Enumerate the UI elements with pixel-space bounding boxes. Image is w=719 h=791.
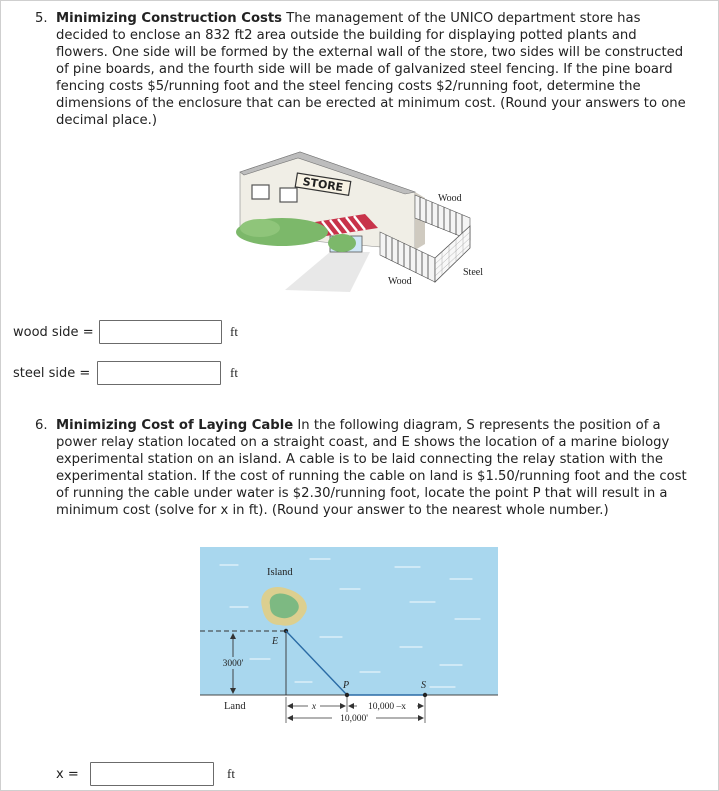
problem-title: Minimizing Cost of Laying Cable: [56, 418, 294, 433]
problem-title: Minimizing Construction Costs: [56, 11, 283, 26]
x-label: x =: [56, 766, 79, 782]
wood-side-input[interactable]: [99, 320, 222, 344]
label-E: E: [272, 636, 279, 647]
point-P: [345, 693, 349, 697]
window-left: [252, 185, 269, 199]
label-P: P: [343, 680, 350, 691]
island-label: Island: [267, 567, 293, 578]
steel-side-input[interactable]: [97, 361, 221, 385]
problem-6: [35, 417, 690, 519]
problem-number: 5.: [35, 11, 48, 26]
label-total: 10,000': [340, 714, 368, 724]
steel-side-unit: ft: [230, 365, 238, 380]
problem-text: [56, 10, 690, 129]
label-10000-minus-x: 10,000 –x: [368, 702, 406, 712]
label-wood-bottom: Wood: [388, 276, 412, 287]
problem-statement: The management of the UNICO department store has decided to enclose an 832 ft2 area outside the building for displaying potted plants and flowers. One side will be formed by the external wall of the store, two sides will be constructed of pine boards, and the fourth side will be made of galvanized steel fencing. If the pine board fencing costs $5/running foot and the steel fencing costs $2/running foot, determine the dimensions of the enclosure that can be erected at minimum cost. (Round your answers to one decimal place.): [56, 11, 686, 128]
problem-number: 6.: [35, 418, 48, 433]
walkway: [285, 252, 370, 292]
steel-side-label: steel side =: [13, 365, 91, 381]
answer-row-x: [56, 760, 256, 788]
wood-side-label: wood side =: [13, 324, 94, 340]
label-3000: 3000': [222, 659, 244, 669]
label-steel: Steel: [463, 267, 483, 278]
problem-text: [56, 417, 690, 519]
water: [200, 547, 498, 695]
answer-row-wood: [13, 318, 273, 346]
label-x: x: [311, 702, 317, 712]
label-wood-top: Wood: [438, 193, 462, 204]
problem-statement: In the following diagram, S represents the position of a power relay station located on a straight coast, and E shows the location of a marine biology experimental station on an island. A cable is to be laid connecting the relay station with the experimental station. If the cost of running the cable on land is $1.50/running foot and the cost of running the cable under water is $2.30/running foot, locate the point P that will result in a minimum cost (solve for x in ft). (Round your answer to the nearest whole number.): [56, 418, 687, 518]
answer-row-steel: [13, 359, 273, 387]
window-right: [280, 188, 297, 202]
x-unit: ft: [227, 766, 235, 781]
store-figure: [230, 140, 505, 295]
label-S: S: [421, 680, 426, 691]
x-input[interactable]: [90, 762, 214, 786]
point-S: [423, 693, 427, 697]
problem-5: [35, 10, 690, 129]
cable-diagram: [200, 547, 500, 732]
wood-side-unit: ft: [230, 324, 238, 339]
bush-right: [328, 234, 356, 252]
land-label: Land: [224, 701, 246, 712]
store-sign-text: STORE: [301, 175, 345, 195]
